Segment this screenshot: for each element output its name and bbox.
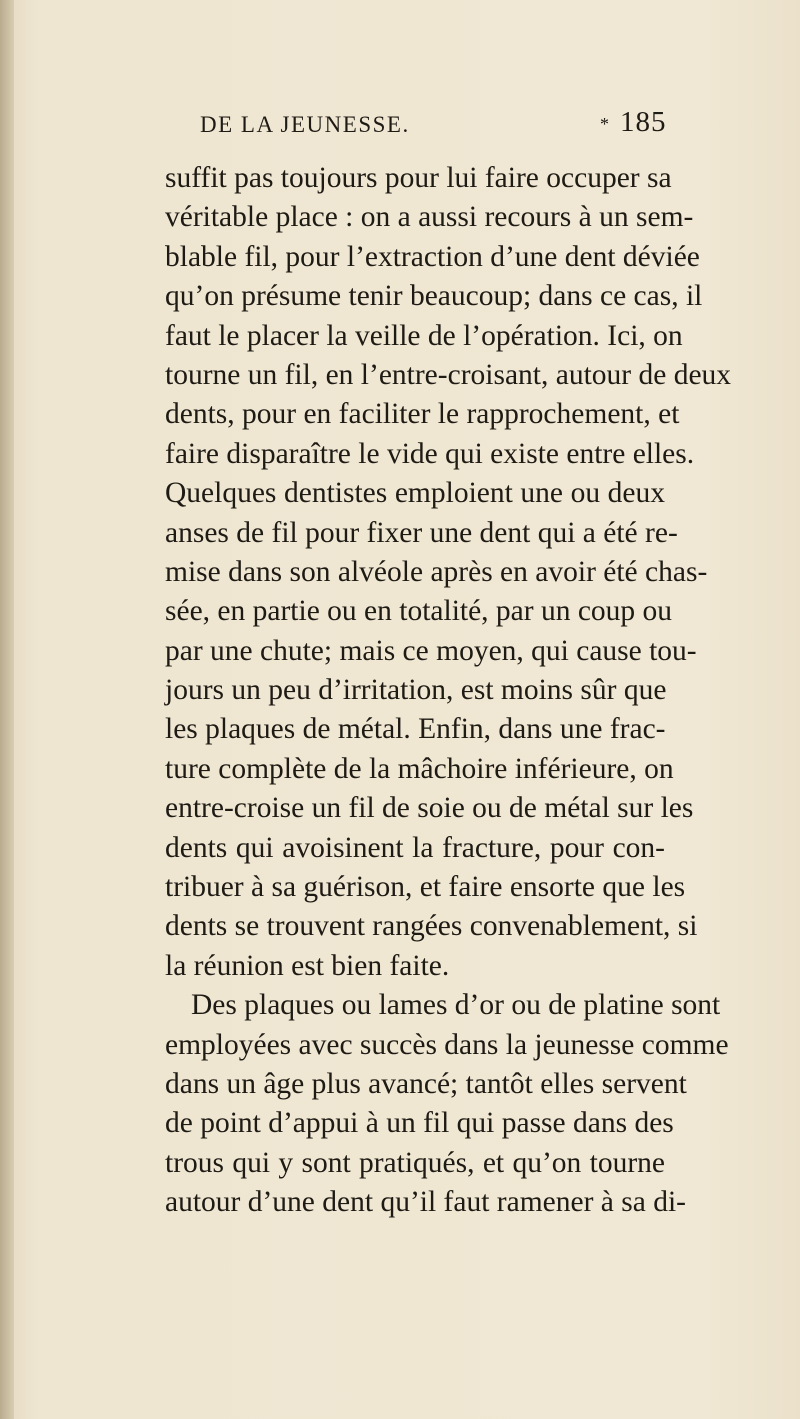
text-line: Des plaques ou lames d’or ou de platine sont [191, 989, 721, 1022]
text-line: qu’on présume tenir beaucoup; dans ce cas, il [165, 280, 703, 313]
text-line: Quelques dentistes emploient une ou deux [165, 477, 665, 510]
text-line: dents qui avoisinent la fracture, pour con- [165, 831, 665, 864]
text-line: faire disparaître le vide qui existe entre elles. [165, 437, 695, 470]
text-line: véritable place : on a aussi recours à un sem- [165, 201, 694, 234]
text-line: dents, pour en faciliter le rapprochement, et [165, 398, 680, 431]
paragraph-1 [165, 159, 732, 986]
text-line: blable fil, pour l’extraction d’une dent déviée [165, 240, 700, 273]
running-head-marker: * [600, 114, 611, 134]
running-head-title: DE LA JEUNESSE. [200, 112, 410, 137]
text-line: de point d’appui à un fil qui passe dans des [165, 1107, 674, 1140]
text-line: anses de fil pour fixer une dent qui a été re- [165, 516, 678, 549]
text-line: trous qui y sont pratiqués, et qu’on tourne [165, 1146, 665, 1179]
text-line: sée, en partie ou en totalité, par un coup ou [165, 595, 673, 628]
text-line: employées avec succès dans la jeunesse comme [165, 1028, 729, 1061]
text-line: faut le placer la veille de l’opération. Ici, on [165, 319, 683, 352]
text-line: mise dans son alvéole après en avoir été chas- [165, 555, 708, 588]
text-line: entre-croise un fil de soie ou de métal sur les [165, 792, 694, 825]
text-line: par une chute; mais ce moyen, qui cause tou- [165, 634, 697, 667]
body-text [165, 159, 732, 1223]
text-line: autour d’une dent qu’il faut ramener à sa di- [165, 1186, 686, 1219]
running-head [168, 106, 667, 146]
text-line: ture complète de la mâchoire inférieure, on [165, 752, 674, 785]
text-line: dans un âge plus avancé; tantôt elles servent [165, 1067, 687, 1100]
page-gutter [0, 0, 14, 1419]
paragraph-2 [165, 986, 729, 1222]
text-line: la réunion est bien faite. [165, 949, 450, 982]
text-line: tourne un fil, en l’entre-croisant, autour de deux [165, 358, 732, 391]
text-line: suffit pas toujours pour lui faire occuper sa [165, 162, 672, 194]
text-line: tribuer à sa guérison, et faire ensorte que les [165, 871, 686, 904]
text-line: dents se trouvent rangées convenablement, si [165, 910, 698, 943]
page-number: 185 [620, 106, 667, 138]
text-line: les plaques de métal. Enfin, dans une frac- [165, 713, 666, 746]
text-line: jours un peu d’irritation, est moins sûr que [165, 674, 667, 707]
